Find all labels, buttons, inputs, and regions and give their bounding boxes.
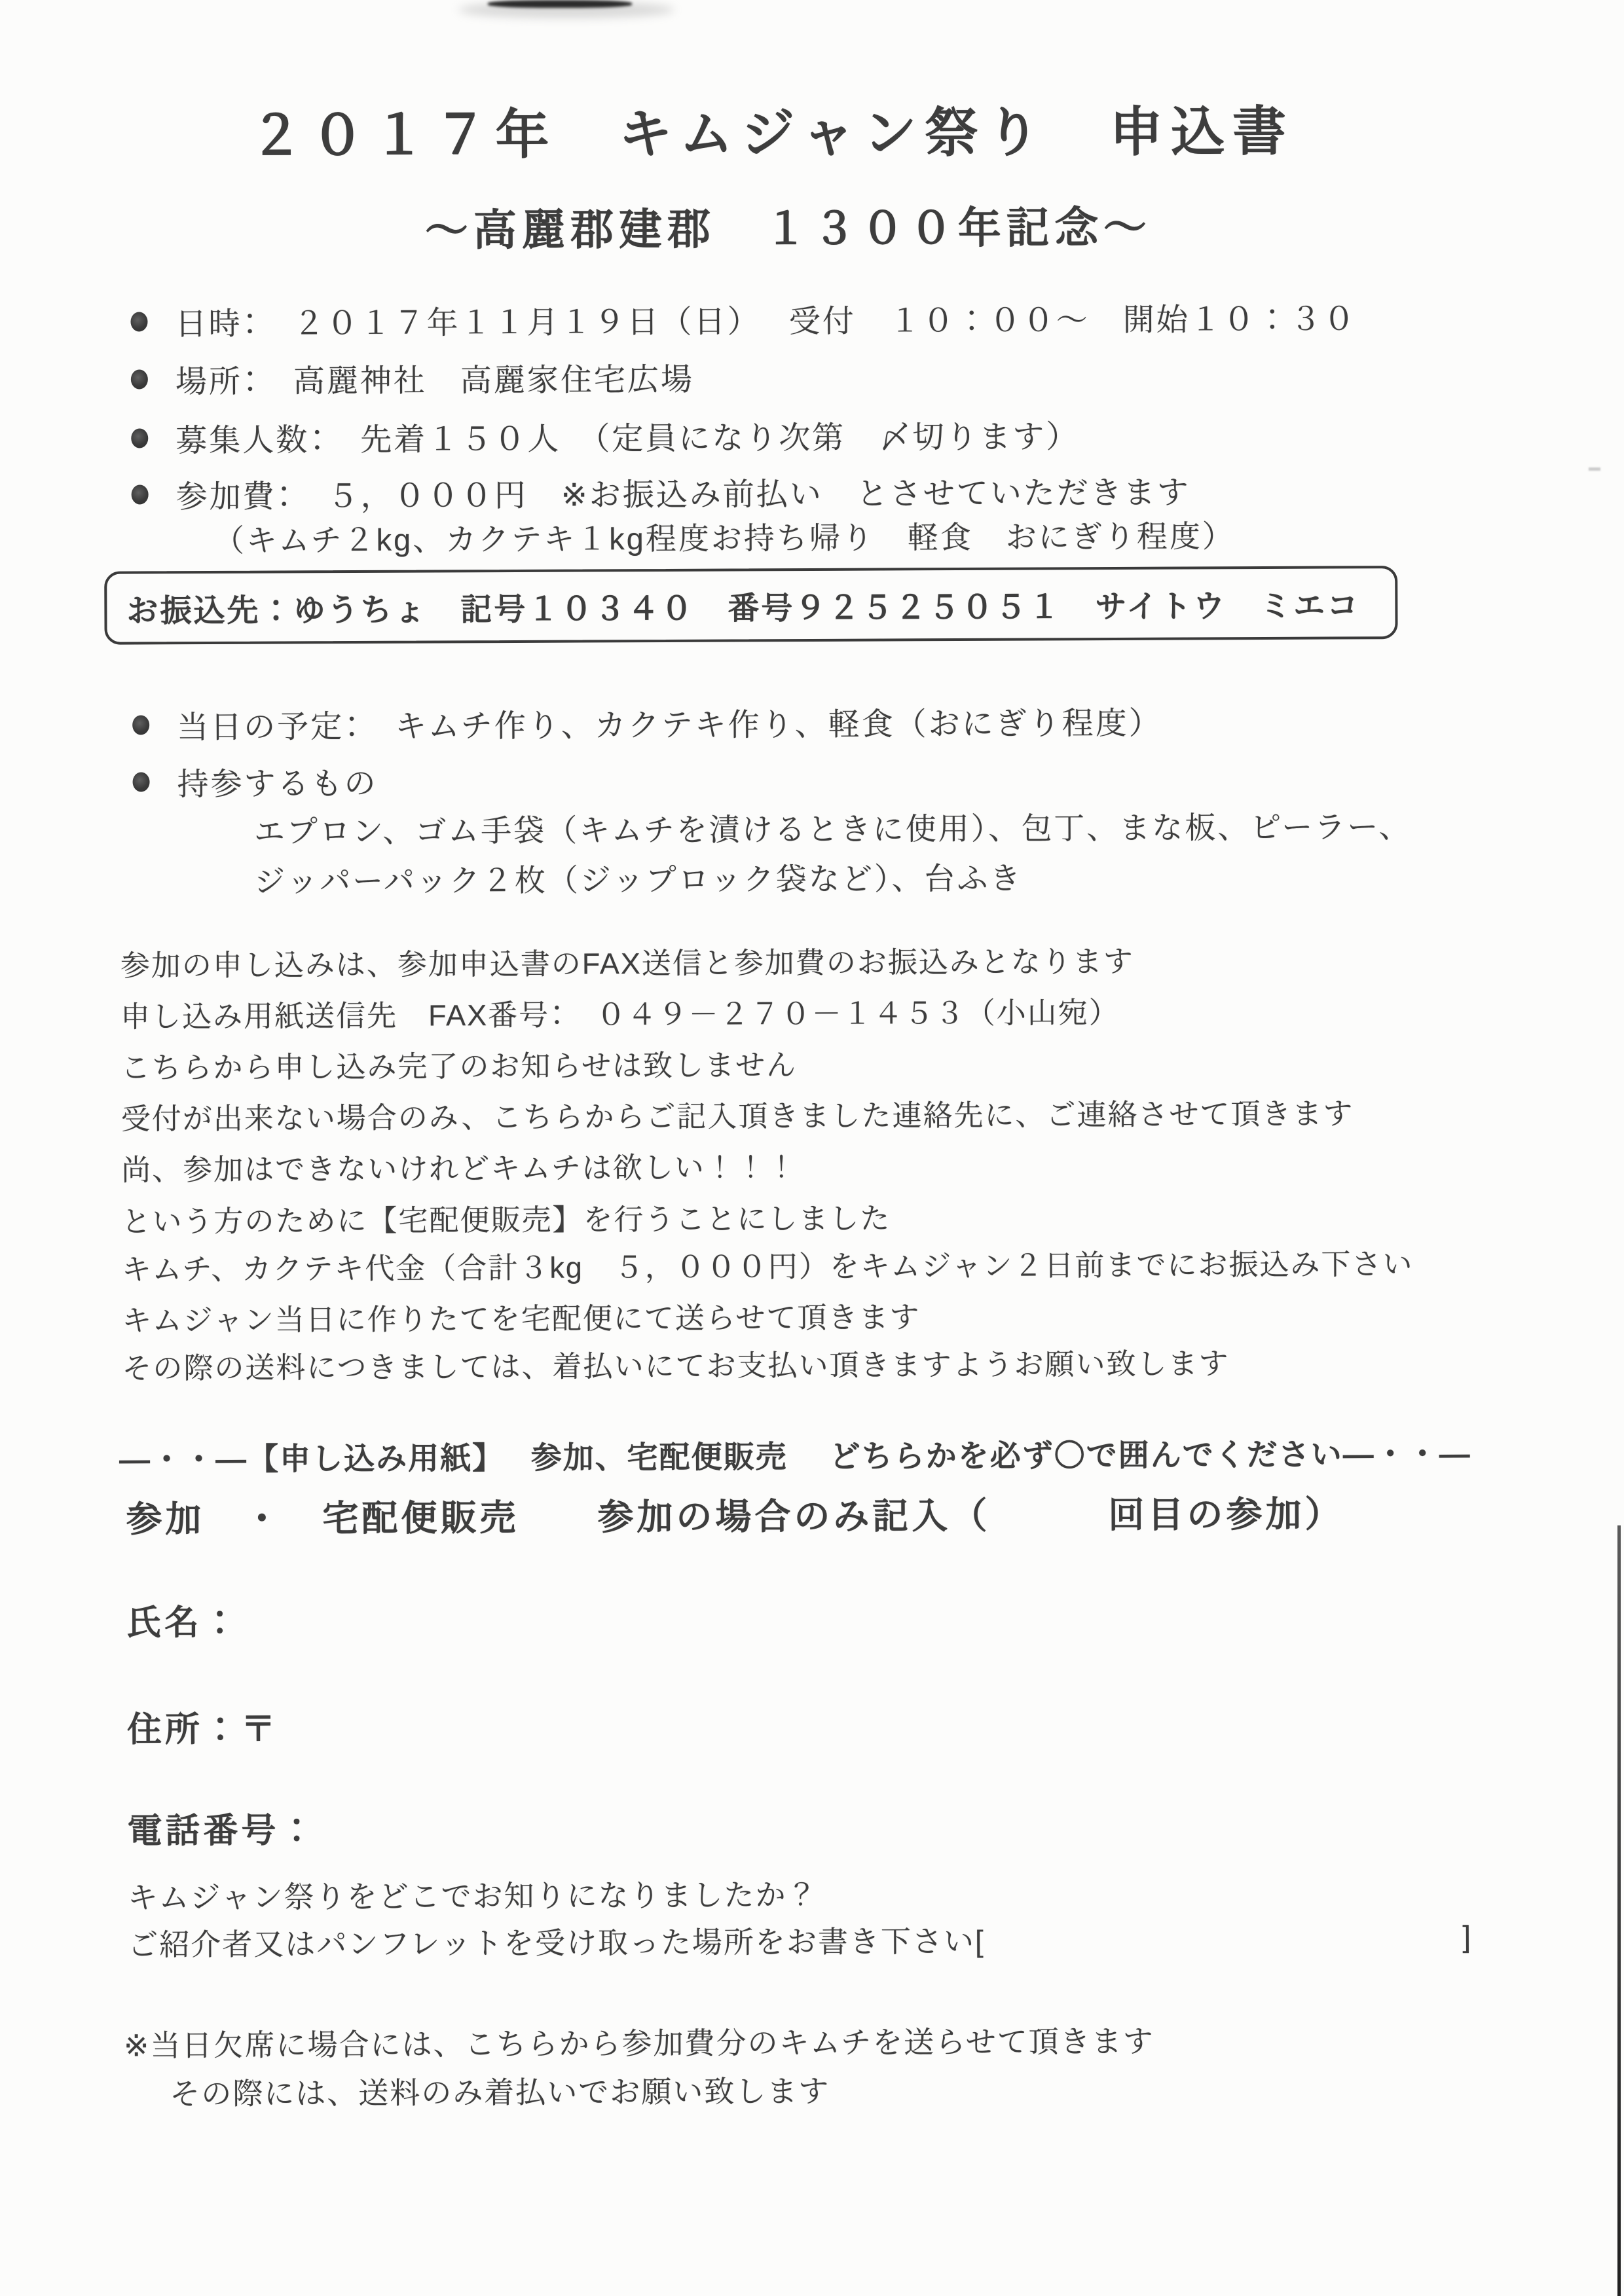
delivery-sale-line: という方のために【宅配便販売】を行うことにしました xyxy=(121,1201,891,1239)
capacity-text: 募集人数： 先着１５０人 （定員になり次第 〆切ります） xyxy=(175,420,1080,459)
bullet-icon xyxy=(132,484,149,504)
want-kimchi-line: 尚、参加はできないけれどキムチは欲しい！！！ xyxy=(121,1150,798,1187)
location-text: 場所： 高麗神社 高麗家住宅広場 xyxy=(175,362,695,400)
address-field-label: 住所：〒 xyxy=(126,1709,279,1749)
page-title: ２０１７年 キムジャン祭り 申込書 xyxy=(249,101,1295,166)
delivery-payment-line: キムチ、カクテキ代金（合計３kg ５，０００円）をキムジャン２日前までにお振込み下さい xyxy=(121,1247,1414,1286)
survey-question-line-1: キムジャン祭りをどこでお知りになりましたか？ xyxy=(127,1877,819,1915)
bullet-icon xyxy=(132,715,149,735)
phone-field-label: 電話番号： xyxy=(127,1811,318,1851)
transfer-info-box xyxy=(104,566,1397,645)
bring-heading-text: 持参するもの xyxy=(177,766,378,803)
no-confirmation-line: こちらから申し込み完了のお知らせは致しません xyxy=(120,1048,798,1085)
bring-items-line-2: ジッパーパック２枚（ジップロック袋など）、台ふき xyxy=(254,860,1023,899)
name-field-label: 氏名： xyxy=(126,1603,241,1643)
schedule-text: 当日の予定： キムチ作り、カクテキ作り、軽食（おにぎり程度） xyxy=(177,706,1162,746)
info-item-location xyxy=(131,354,694,402)
delivery-ship-line: キムジャン当日に作りたてを宅配便にて送らせて頂きます xyxy=(122,1300,921,1338)
survey-answer-bracket-close: ] xyxy=(1462,1919,1473,1954)
bullet-icon xyxy=(132,772,149,792)
info-item-datetime xyxy=(130,293,1357,344)
participation-choice-row: 参加 ・ 宅配便販売 参加の場合のみ記入（ 回目の参加） xyxy=(126,1493,1344,1540)
info-item-capacity xyxy=(131,411,1079,460)
info-item-bring xyxy=(132,758,377,805)
bring-items-line-1: エプロン、ゴム手袋（キムチを漬けるときに使用）、包丁、まな板、ピーラー、 xyxy=(253,809,1412,849)
info-item-fee xyxy=(131,467,1190,517)
survey-question-line-2: ご紹介者又はパンフレットを受け取った場所をお書き下さい[ xyxy=(128,1923,985,1962)
application-form-divider: —・・—【申し込み用紙】 参加、宅配便販売 どちらかを必ず〇で囲んでください—・・— xyxy=(119,1436,1471,1477)
delivery-shipping-fee-line: その際の送料につきましては、着払いにてお支払い頂きますようお願い致します xyxy=(122,1347,1230,1385)
contact-if-unavailable-line: 受付が出来ない場合のみ、こちらからご記入頂きました連絡先に、ご連絡させて頂きます xyxy=(120,1097,1354,1136)
transfer-info-text: お振込先：ゆうちょ 記号１０３４０ 番号９２５２５０５１ サイトウ ミエコ xyxy=(126,588,1361,629)
apply-method-line: 参加の申し込みは、参加申込書のFAX送信と参加費のお振込みとなります xyxy=(120,944,1134,983)
bullet-icon xyxy=(130,312,147,331)
absence-note-line-1: ※当日欠席に場合には、こちらから参加費分のキムチを送らせて頂きます xyxy=(123,2024,1154,2063)
absence-note-line-2: その際には、送料のみ着払いでお願い致します xyxy=(170,2073,830,2111)
fee-text: 参加費： ５，０００円 ※お振込み前払い とさせていただきます xyxy=(175,475,1190,515)
page-subtitle: ～高麗郡建郡 １３００年記念～ xyxy=(424,202,1153,255)
bullet-icon xyxy=(131,369,148,389)
bullet-icon xyxy=(131,428,148,448)
datetime-text: 日時： ２０１７年１１月１９日（日） 受付 １０：００～ 開始１０：３０ xyxy=(175,302,1357,342)
fax-number-line: 申し込み用紙送信先 FAX番号： ０４９－２７０－１４５３（小山宛） xyxy=(120,995,1120,1034)
info-item-schedule xyxy=(132,698,1162,748)
fee-detail-line: （キムチ２kg、カクテキ１kg程度お持ち帰り 軽食 おにぎり程度） xyxy=(213,519,1235,558)
